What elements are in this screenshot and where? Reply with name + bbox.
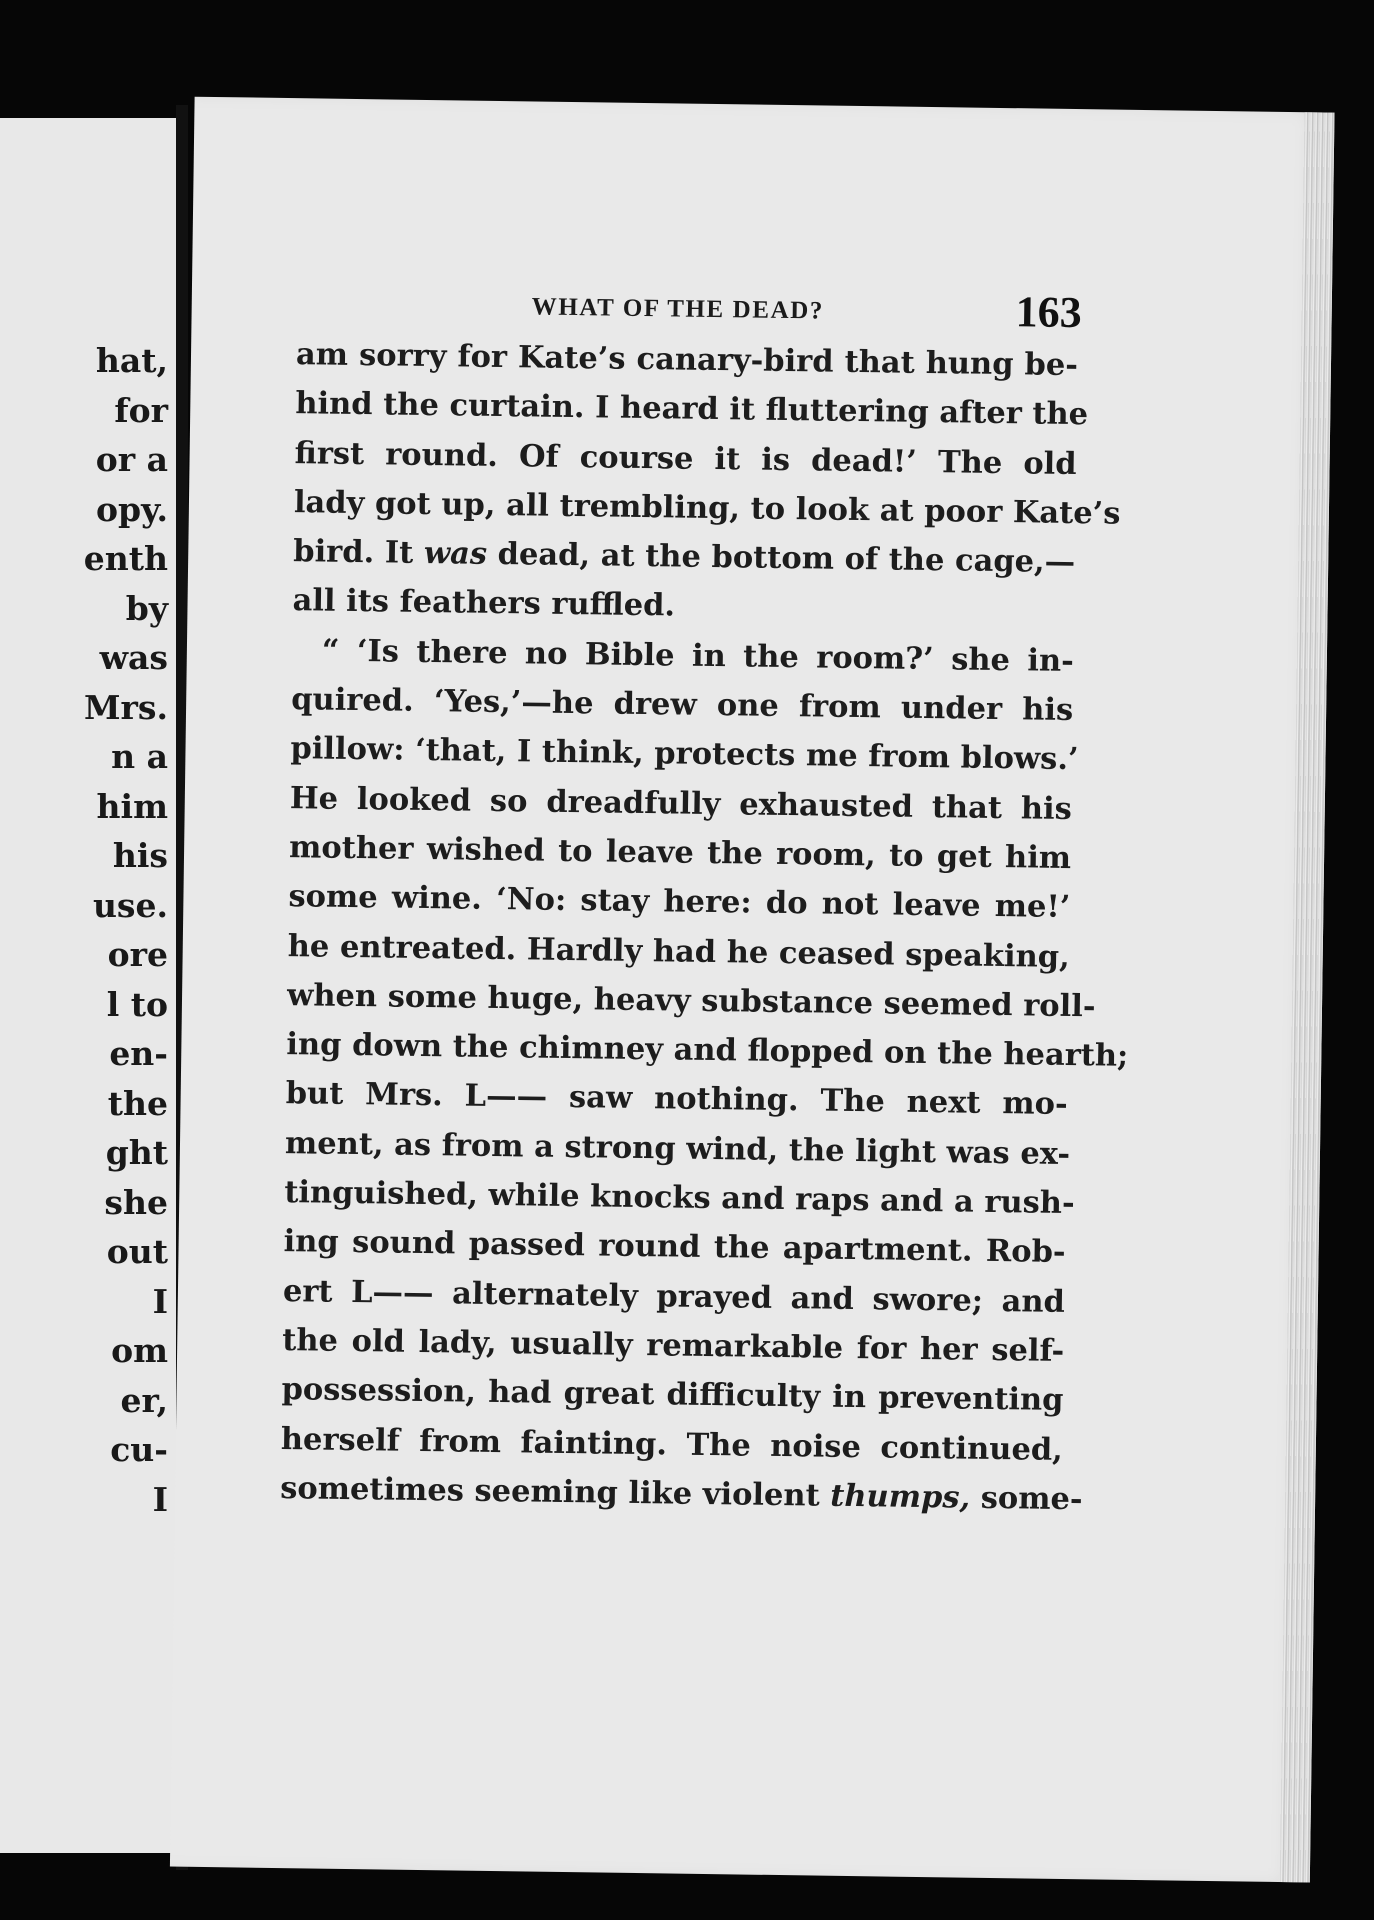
text-line: first round. Of course it is dead!’ The old <box>294 434 1077 482</box>
left-page-line: Mrs. <box>84 687 168 727</box>
text-line: quired. ‘Yes,’—he drew one from under his <box>290 681 1074 729</box>
text-line: when some huge, heavy substance seemed roll- <box>286 976 1096 1025</box>
left-page-line: cu- <box>110 1430 168 1469</box>
text-line: the old lady, usually remarkable for her self- <box>282 1321 1065 1369</box>
left-page-line: l to <box>106 984 168 1024</box>
text-line: “ ‘Is there no Bible in the room?’ she in- <box>321 632 1075 679</box>
running-title: WHAT OF THE DEAD? <box>531 293 825 325</box>
left-page-line: enth <box>83 539 168 578</box>
left-page-line: en- <box>109 1034 168 1073</box>
left-page-line: the <box>107 1083 168 1123</box>
page-number: 163 <box>1015 287 1083 338</box>
text-line: ment, as from a strong wind, the light was ex- <box>284 1124 1071 1172</box>
left-page-line: by <box>125 588 168 628</box>
left-page-line: I <box>152 1479 168 1519</box>
text-segment: dead, at the bottom of the cage,— <box>486 536 1076 581</box>
text-line: all its feathers ruffled. <box>292 582 676 624</box>
left-page-line: om <box>111 1331 168 1370</box>
right-page <box>170 97 1335 1883</box>
text-line <box>279 1464 1083 1524</box>
text-line: but Mrs. L—— saw nothing. The next mo- <box>285 1075 1068 1123</box>
left-page-line: I <box>152 1281 168 1321</box>
emphasis-text: thumps, <box>830 1477 971 1516</box>
text-line: possession, had great difficulty in preventing <box>281 1371 1064 1419</box>
left-page <box>0 118 178 1853</box>
text-line: ing sound passed round the apartment. Rob- <box>283 1223 1066 1271</box>
left-page-line: hat, <box>95 341 168 380</box>
left-page-text <box>0 336 168 1524</box>
left-page-line: use. <box>92 885 168 925</box>
text-segment: sometimes seeming like violent <box>279 1469 831 1514</box>
body-text <box>279 330 1129 1524</box>
text-segment: bird. It <box>293 533 425 572</box>
left-page-line: out <box>106 1232 168 1271</box>
text-line: He looked so dreadfully exhausted that his <box>289 779 1073 827</box>
left-page-line: she <box>104 1182 168 1222</box>
text-line: some wine. ‘No: stay here: do not leave me!’ <box>288 878 1071 926</box>
emphasis-text: was <box>423 535 488 573</box>
text-line: ert L—— alternately prayed and swore; and <box>282 1272 1066 1320</box>
text-line: tinguished, while knocks and raps and a rush- <box>284 1174 1075 1222</box>
left-page-line: him <box>96 786 168 826</box>
left-page-line: ore <box>107 935 168 974</box>
running-head <box>531 279 1082 343</box>
left-page-line: ght <box>105 1133 168 1172</box>
left-page-line: for <box>114 390 168 430</box>
text-line: ing down the chimney and flopped on the hearth; <box>286 1026 1129 1074</box>
text-line: he entreated. Hardly had he ceased speaking, <box>287 927 1070 975</box>
text-line: am sorry for Kate’s canary-bird that hung be- <box>295 336 1079 384</box>
left-page-line: or a <box>95 440 168 479</box>
text-line: herself from fainting. The noise continued, <box>280 1420 1064 1468</box>
left-page-line: was <box>99 638 168 677</box>
left-page-line: er, <box>120 1380 168 1420</box>
text-line: lady got up, all trembling, to look at poor Kate’s <box>293 484 1121 532</box>
text-line: mother wished to leave the room, to get him <box>288 829 1072 876</box>
page-edge <box>1280 112 1335 1882</box>
left-page-line: n a <box>111 737 168 776</box>
left-page-line: opy. <box>96 489 168 529</box>
text-segment: some- <box>969 1479 1083 1518</box>
text-line: hind the curtain. I heard it fluttering after the <box>295 385 1089 433</box>
left-page-line: his <box>112 836 168 875</box>
text-line: pillow: ‘that, I think, protects me from blows.’ <box>290 730 1079 778</box>
